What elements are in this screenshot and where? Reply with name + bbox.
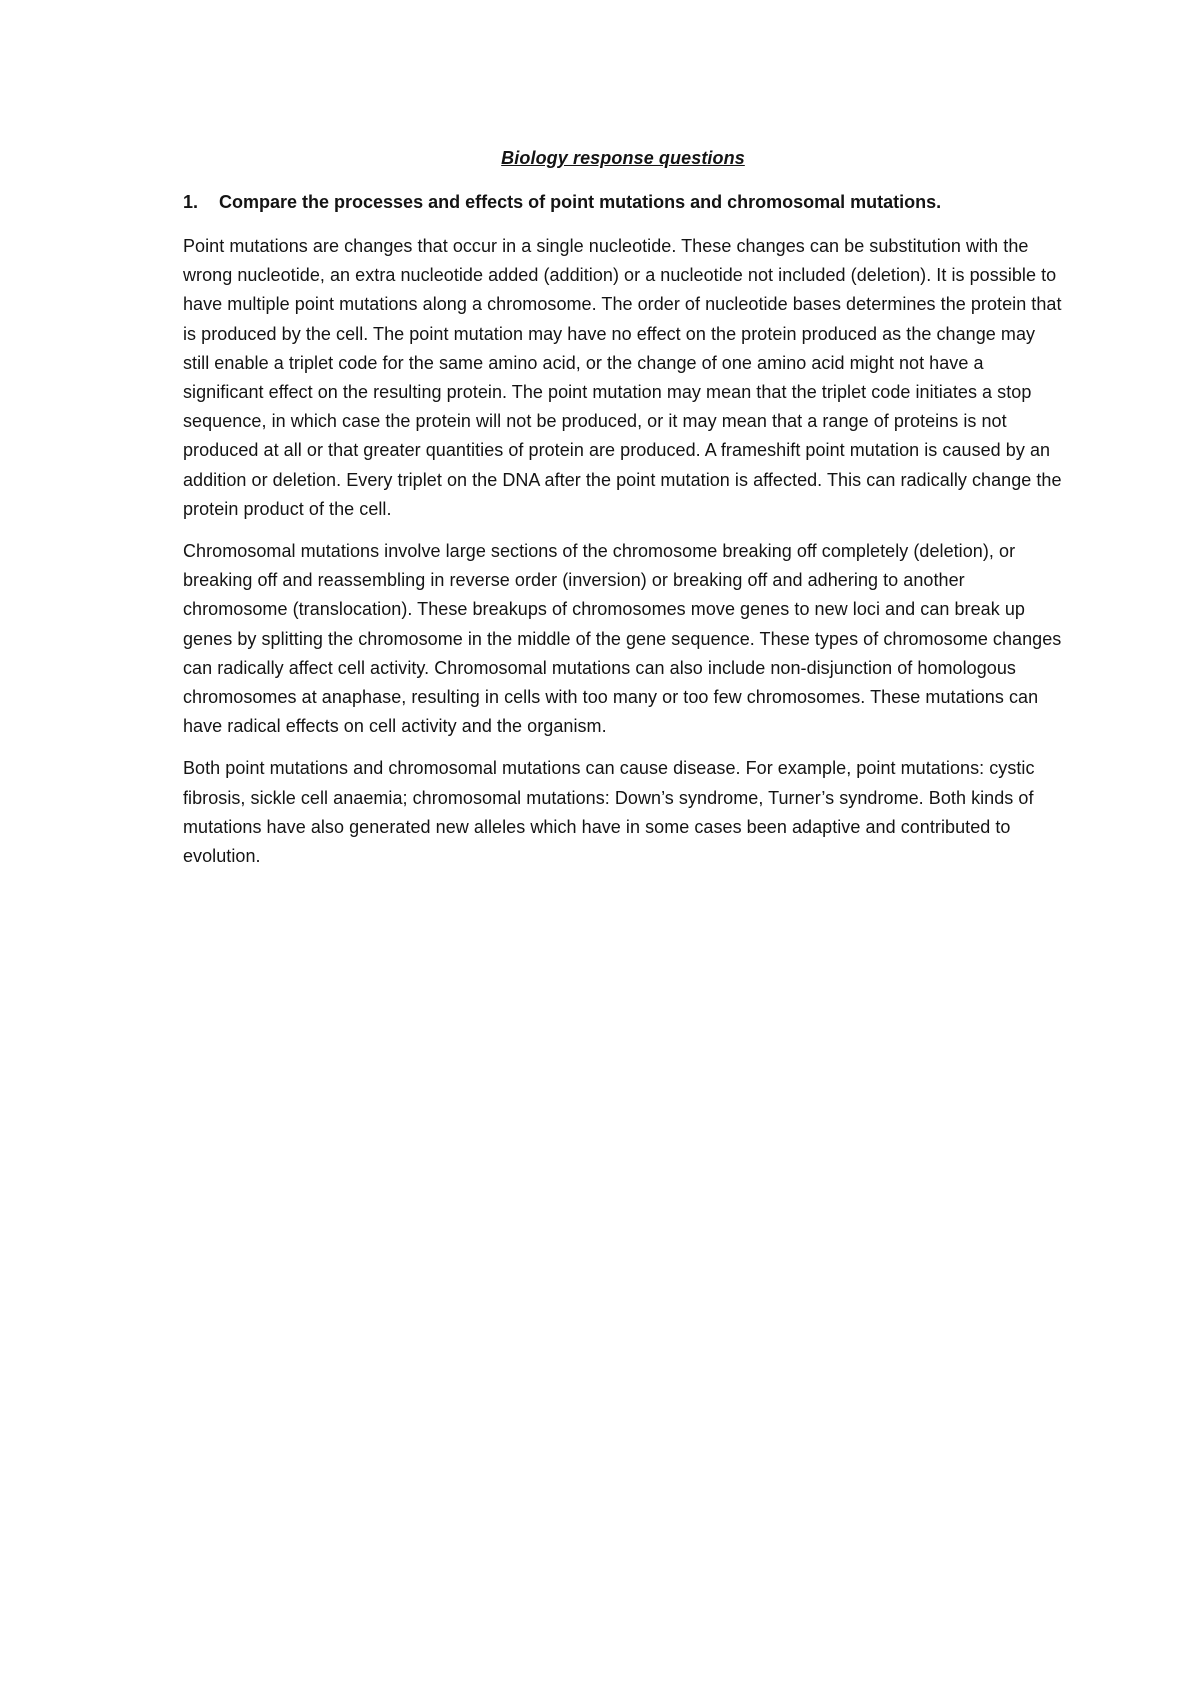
paragraph-chromosomal-mutations: Chromosomal mutations involve large sections of the chromosome breaking off completely (deletion), or breaking off and reassembling in reverse order (inversion) or breaking off and adhering to another chromosome (translocation). These breakups of chromosomes move genes to new loci and can break up genes by splitting the chromosome in the middle of the gene sequence. These types of chromosome changes can radically affect cell activity. Chromosomal mutations can also include non-disjunction of homologous chromosomes at anaphase, resulting in cells with too many or too few chromosomes. These mutations can have radical effects on cell activity and the organism. [183, 541, 1062, 737]
question-text: Compare the processes and effects of point mutations and chromosomal mutations. [219, 192, 942, 212]
document-content [183, 146, 1063, 884]
question-number: 1. [183, 192, 199, 212]
paragraph-disease-and-evolution: Both point mutations and chromosomal mutations can cause disease. For example, point mutations: cystic fibrosis, sickle cell anaemia; chromosomal mutations: Down’s syndrome, Turner’s syndrome. Both kinds of mutations have also generated new alleles which have in some cases been adaptive and contributed to evolution. [183, 758, 1035, 867]
document-title: Biology response questions [501, 148, 745, 168]
question-heading [183, 190, 1063, 214]
paragraph-point-mutations: Point mutations are changes that occur in a single nucleotide. These changes can be substitution with the wrong nucleotide, an extra nucleotide added (addition) or a nucleotide not included (deletion). It is possible to have multiple point mutations along a chromosome. The order of nucleotide bases determines the protein that is produced by the cell. The point mutation may have no effect on the protein produced as the change may still enable a triplet code for the same amino acid, or the change of one amino acid might not have a significant effect on the resulting protein. The point mutation may mean that the triplet code initiates a stop sequence, in which case the protein will not be produced, or it may mean that a range of proteins is not produced at all or that greater quantities of protein are produced. A frameshift point mutation is caused by an addition or deletion. Every triplet on the DNA after the point mutation is affected. This can radically change the protein product of the cell. [183, 236, 1062, 519]
